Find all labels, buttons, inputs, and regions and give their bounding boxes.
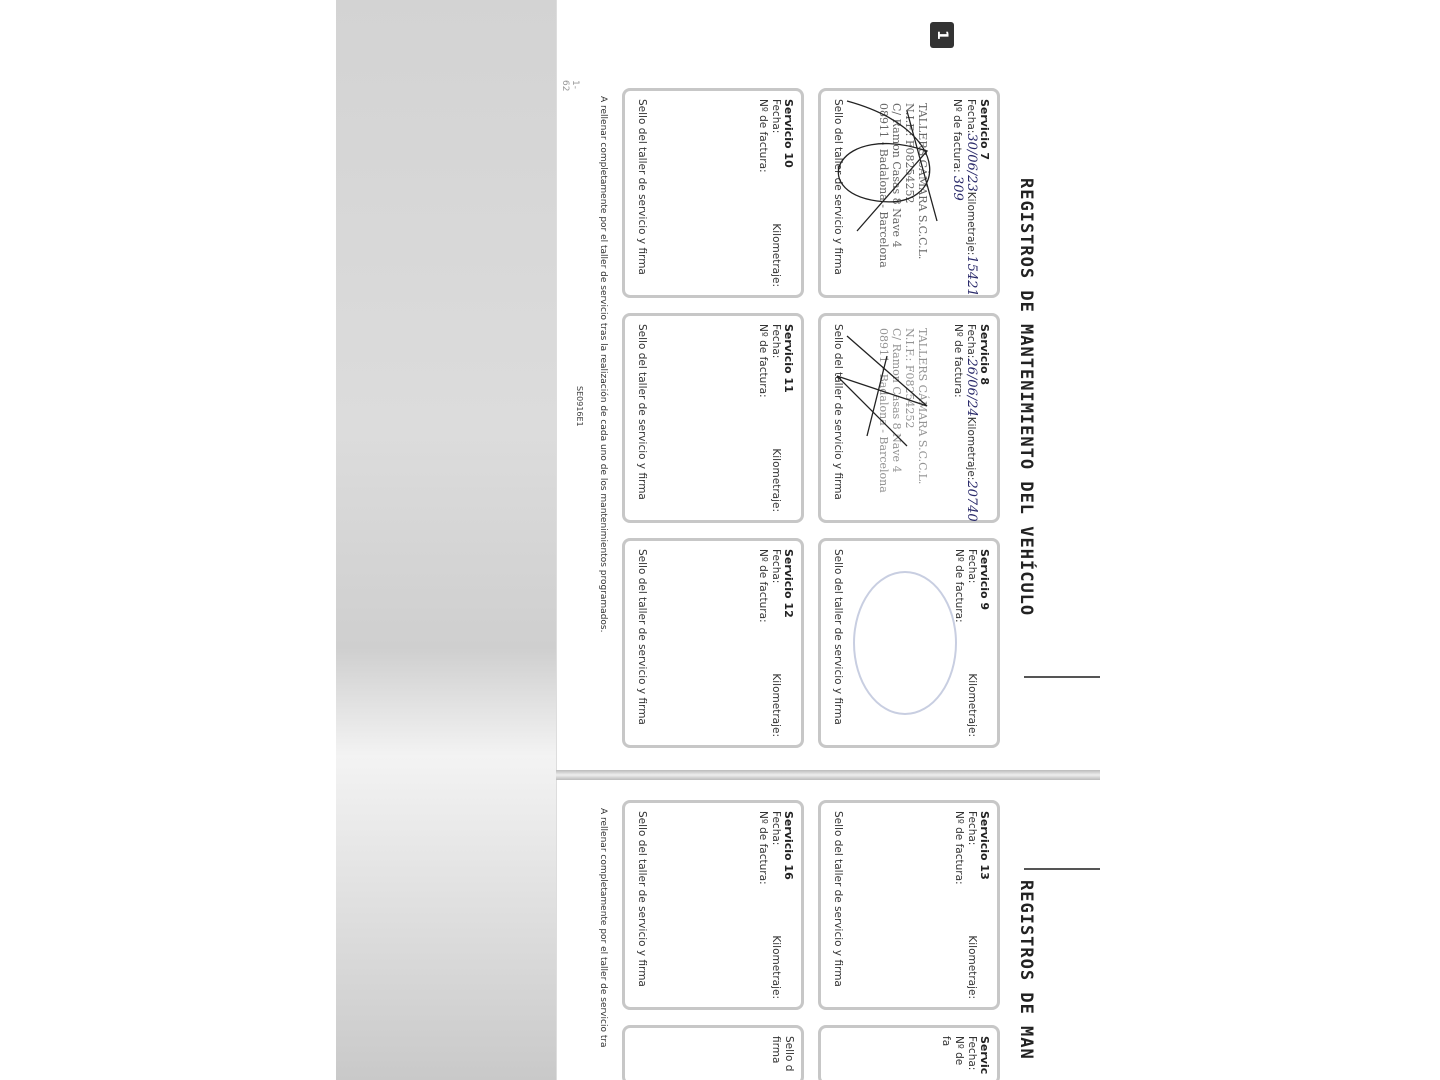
fecha-label: Fecha: [966, 811, 978, 846]
km-label: Kilometraje: [770, 223, 782, 287]
service-card-12 [622, 538, 804, 748]
fecha-label: Fecha: [770, 99, 782, 134]
service-title: Servicio 9 [978, 549, 991, 611]
service-title: Servicio 13 [978, 811, 991, 880]
fecha-value: 26/06/24 [964, 358, 979, 417]
footer-note: A rellenar completamente por el taller de servicio tras la realización de cada uno de los mantenimientos programados. [598, 96, 608, 633]
faded-stamp [853, 571, 957, 715]
service-card-10 [622, 88, 804, 298]
sello-label: Sello del taller de servicio y firma [832, 549, 844, 725]
km-label: Kilometraje: [965, 191, 977, 256]
factura-label: Nº de factura: [757, 99, 769, 173]
sello-label: Sello d [783, 1036, 795, 1072]
sello-label: Sello del taller de servicio y firma [636, 99, 648, 275]
fecha-label: Fecha: [965, 99, 977, 134]
service-title: Servicio 12 [782, 549, 795, 618]
factura-label: Nº de factura: [951, 99, 963, 173]
fecha-label: Fecha: [770, 549, 782, 584]
service-title: Servicio 8 [978, 324, 991, 386]
firma-label: firma [770, 1036, 782, 1064]
service-card-partial-left [622, 1025, 804, 1080]
factura-label: Nº de factura: [757, 549, 769, 623]
sello-label: Sello del taller de servicio y firma [832, 324, 844, 500]
km-label: Kilometraje: [965, 416, 977, 481]
fecha-label: Fecha: [966, 549, 978, 584]
scan-shadow [336, 0, 558, 1080]
sello-label: Sello del taller de servicio y firma [636, 324, 648, 500]
factura-label: Nº de factura: [757, 324, 769, 398]
service-card-9 [818, 538, 1000, 748]
signature [827, 316, 957, 466]
sello-label: Sello del taller de servicio y firma [832, 811, 844, 987]
service-card-13 [818, 800, 1000, 1010]
factura-label: Nº de fa [940, 1036, 965, 1066]
signature [827, 91, 967, 241]
sello-label: Sello del taller de servicio y firma [636, 549, 648, 725]
service-title: Servicio 7 [978, 99, 991, 161]
service-card-11 [622, 313, 804, 523]
fecha-label: Fecha: [965, 324, 977, 359]
fecha-label: Fecha: [770, 811, 782, 846]
fecha-value: 30/06/23 [964, 133, 979, 192]
footer-note-partial: A rellenar completamente por el taller de servicio tra [598, 808, 608, 1048]
factura-label: Nº de factura: [757, 811, 769, 885]
km-label: Kilometraje: [770, 673, 782, 737]
service-card-partial-right [818, 1025, 1000, 1080]
chapter-tab: 1 [930, 22, 954, 48]
page-title-partial: REGISTROS DE MAN [1016, 880, 1036, 1060]
service-title: Servic [978, 1036, 991, 1075]
km-label: Kilometraje: [770, 935, 782, 999]
workshop-stamp: TALLERS CÁMARA S.C.C.L. N.I.F.: F08254252 C/ Ramon Casas 8 Nave 4 08911 - Badalona - Barcelona [877, 328, 929, 493]
fecha-label: Fecha: [966, 1036, 978, 1071]
page-fold [556, 770, 1100, 780]
km-value: 15421 [964, 255, 979, 297]
service-title: Servicio 16 [782, 811, 795, 880]
factura-label: Nº de factura: [953, 811, 965, 885]
factura-label: Nº de factura: [952, 324, 964, 398]
km-value: 20740 [964, 480, 979, 522]
doc-code: SE0916E1 [575, 386, 584, 427]
page-title: REGISTROS DE MANTENIMIENTO DEL VEHÍCULO [1016, 178, 1036, 617]
km-label: Kilometraje: [966, 935, 978, 999]
sello-label: Sello del taller de servicio y firma [832, 99, 844, 275]
km-label: Kilometraje: [966, 673, 978, 737]
service-card-8 [818, 313, 1000, 523]
workshop-stamp: TALLERS CÁMARA S.C.C.L. N.I.F.: F08254252 C/ Ramon Casas 8 Nave 4 08911 - Badalona - Barcelona [877, 103, 929, 268]
factura-value: 309 [950, 175, 965, 201]
service-card-16 [622, 800, 804, 1010]
service-title: Servicio 11 [782, 324, 795, 393]
service-title: Servicio 10 [782, 99, 795, 168]
page-label: 1-62 [560, 80, 580, 92]
title-rule [1024, 676, 1100, 678]
service-card-7 [818, 88, 1000, 298]
factura-label: Nº de factura: [953, 549, 965, 623]
sello-label: Sello del taller de servicio y firma [636, 811, 648, 987]
title-rule-lower [1024, 868, 1100, 870]
fecha-label: Fecha: [770, 324, 782, 359]
km-label: Kilometraje: [770, 448, 782, 512]
